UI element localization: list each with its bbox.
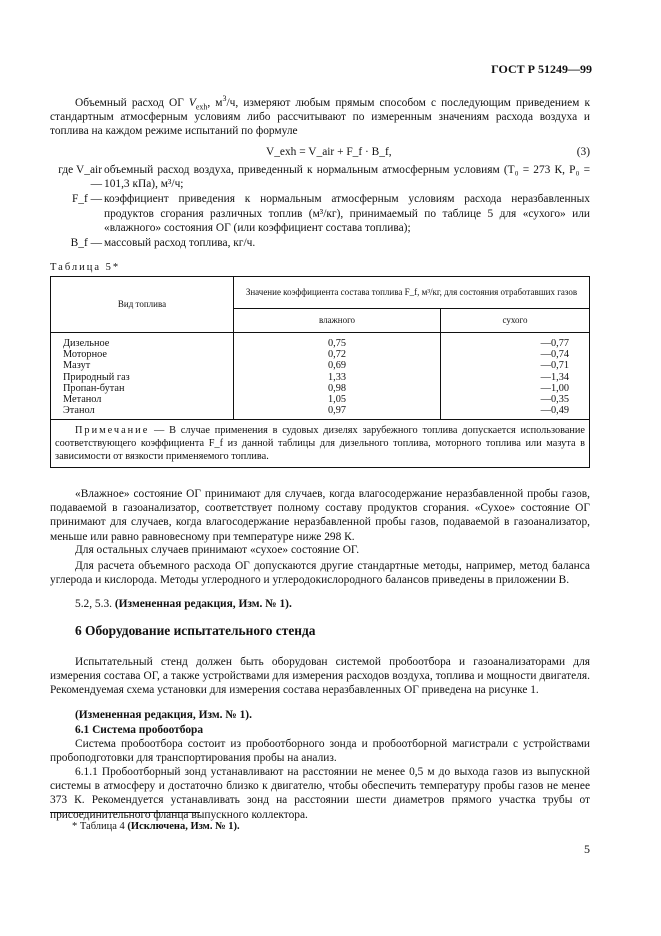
table-cell-dry: —0,35 bbox=[540, 393, 569, 405]
table-note bbox=[51, 420, 590, 468]
other-cases-paragraph: Для остальных случаев принимают «сухое» состояние ОГ. bbox=[75, 544, 360, 556]
definition-b-f bbox=[50, 236, 590, 250]
stand-edit-note: (Измененная редакция, Изм. № 1). bbox=[75, 709, 252, 721]
note-label: Примечание bbox=[75, 425, 150, 437]
table-cell-wet: 0,98 bbox=[327, 382, 347, 394]
header-dry: сухого bbox=[441, 309, 590, 333]
footnote-rule bbox=[50, 812, 200, 813]
intro-paragraph: Объемный расход ОГ $V_{exh}$, $м^3/ч$, измеряют любым прямым способом с последующим приведением к стандартным атмосферным условиям либо рассчитывают по измеренным значениям расхода воздуха и топлива на каждом режиме испытаний по формуле bbox=[50, 94, 590, 138]
table-cell-wet: 0,72 bbox=[327, 349, 347, 361]
table-cell-dry: —0,71 bbox=[540, 360, 569, 372]
formula-definitions bbox=[50, 163, 590, 251]
table-cell-fuel: Метанол bbox=[63, 393, 102, 405]
table-cell-fuel: Этанол bbox=[63, 405, 95, 417]
table-cell-wet: 1,05 bbox=[327, 393, 347, 405]
table-cell-dry: —1,00 bbox=[540, 382, 569, 394]
page-number: 5 bbox=[584, 842, 590, 856]
wet-state-paragraph: «Влажное» состояние ОГ принимают для случаев, когда влагосодержание неразбавленной пробы газов, подаваемой в газоанализатор, соответствует полному составу продуктов сгорания. «Сухое» состояние ОГ принимают для случаев, когда влагосодержание неразбавленной пробы газов, подаваемой в газоанализатор, меньше или равно равновесному при температуре ниже 298 К. bbox=[50, 488, 590, 543]
section-title: 6 Оборудование испытательного стенда bbox=[75, 623, 316, 638]
formula-expression: V_exh = V_air + F_f · B_f, bbox=[266, 146, 392, 158]
table-caption: Таблица 5* bbox=[50, 262, 121, 273]
definition-text: коэффициент приведения к нормальным атмосферным условиям расхода неразбавленных продуктов сгорания различных топлив (м³/кг), принимаемый по таблице 5 для «сухого» или «влажного» состояния ОГ (или коэффициент состава топлива); bbox=[104, 193, 590, 234]
clauses-edit-note: 5.2, 5.3. (Измененная редакция, Изм. № 1). bbox=[75, 598, 292, 610]
note-text: — В случае применения в судовых дизелях зарубежного топлива допускается использование соответствующего коэффициента F_f из данной таблицы для дизельного топлива, моторного топлива или мазута в зависимости от вязкости применяемого топлива. bbox=[55, 425, 585, 463]
definition-f-f bbox=[50, 192, 590, 235]
formula-3 bbox=[250, 145, 590, 161]
definition-text: объемный расход воздуха, приведенный к нормальным атмосферным условиям (T₀ = 273 К, P₀ = 101,3 кПа), м³/ч; bbox=[104, 164, 590, 191]
fuel-column bbox=[51, 333, 234, 420]
stand-paragraph: Испытательный стенд должен быть оборудован системой пробоотбора и газоанализаторами для измерения состава ОГ, а также устройствами для измерения расходов воздуха, топлива и мощности двигателя. Рекомендуемая схема установки для измерения состава неразбавленных ОГ приведена на рисунке 1. bbox=[50, 656, 590, 697]
table-cell-wet: 1,33 bbox=[327, 371, 347, 383]
definition-term: где V_air — bbox=[58, 164, 102, 191]
table-5 bbox=[50, 276, 590, 468]
table-cell-dry: —0,77 bbox=[540, 338, 569, 349]
doc-header: ГОСТ Р 51249—99 bbox=[491, 62, 592, 76]
header-wet: влажного bbox=[234, 309, 441, 333]
definition-text: массовый расход топлива, кг/ч. bbox=[104, 237, 256, 250]
table-cell-fuel: Пропан-бутан bbox=[63, 382, 125, 394]
definition-term: F_f — bbox=[71, 193, 102, 206]
other-methods-paragraph: Для расчета объемного расхода ОГ допускаются другие стандартные методы, например, метод баланса углерода и кислорода. Методы углеродного и углеродокислородного балансов приведены в приложении В. bbox=[50, 560, 590, 587]
subsection-title: 6.1 Система пробоотбора bbox=[75, 724, 204, 736]
definition-v-air bbox=[50, 163, 590, 191]
sampling-paragraph: Система пробоотбора состоит из пробоотборного зонда и пробоотборной магистрали с устройствами пробоподготовки для транспортирования пробы на анализ. bbox=[50, 738, 590, 765]
table-cell-dry: —0,49 bbox=[540, 405, 569, 417]
formula-number: (3) bbox=[576, 146, 590, 158]
wet-column bbox=[234, 333, 441, 420]
table-cell-fuel: Моторное bbox=[63, 349, 107, 361]
table-cell-wet: 0,69 bbox=[327, 360, 347, 372]
footnote: * Таблица 4 (Исключена, Изм. № 1). bbox=[72, 821, 240, 832]
table-cell-fuel: Природный газ bbox=[63, 371, 130, 383]
table-cell-dry: —0,74 bbox=[540, 349, 569, 361]
dry-column bbox=[441, 333, 590, 420]
header-coefficient-group: Значение коэффициента состава топлива F_f, м³/кг, для состояния отработавших газов bbox=[234, 277, 590, 309]
table-cell-wet: 0,97 bbox=[327, 405, 347, 417]
table-cell-fuel: Дизельное bbox=[63, 338, 110, 349]
probe-paragraph: 6.1.1 Пробоотборный зонд устанавливают на расстоянии не менее 0,5 м до выхода газов из выпускной системы в атмосферу и достаточно близко к двигателю, чтобы обеспечить температуру пробы газов не менее 373 К. Рекомендуется устанавливать зонд на расстоянии шести диаметров прямого участка трубы от присоединительного фланца выпускного коллектора. bbox=[50, 766, 590, 821]
table-cell-wet: 0,75 bbox=[327, 338, 347, 349]
table-cell-dry: —1,34 bbox=[540, 371, 569, 383]
table-cell-fuel: Мазут bbox=[63, 360, 91, 372]
header-fuel-type: Вид топлива bbox=[51, 277, 234, 333]
definition-term: B_f — bbox=[70, 237, 102, 250]
